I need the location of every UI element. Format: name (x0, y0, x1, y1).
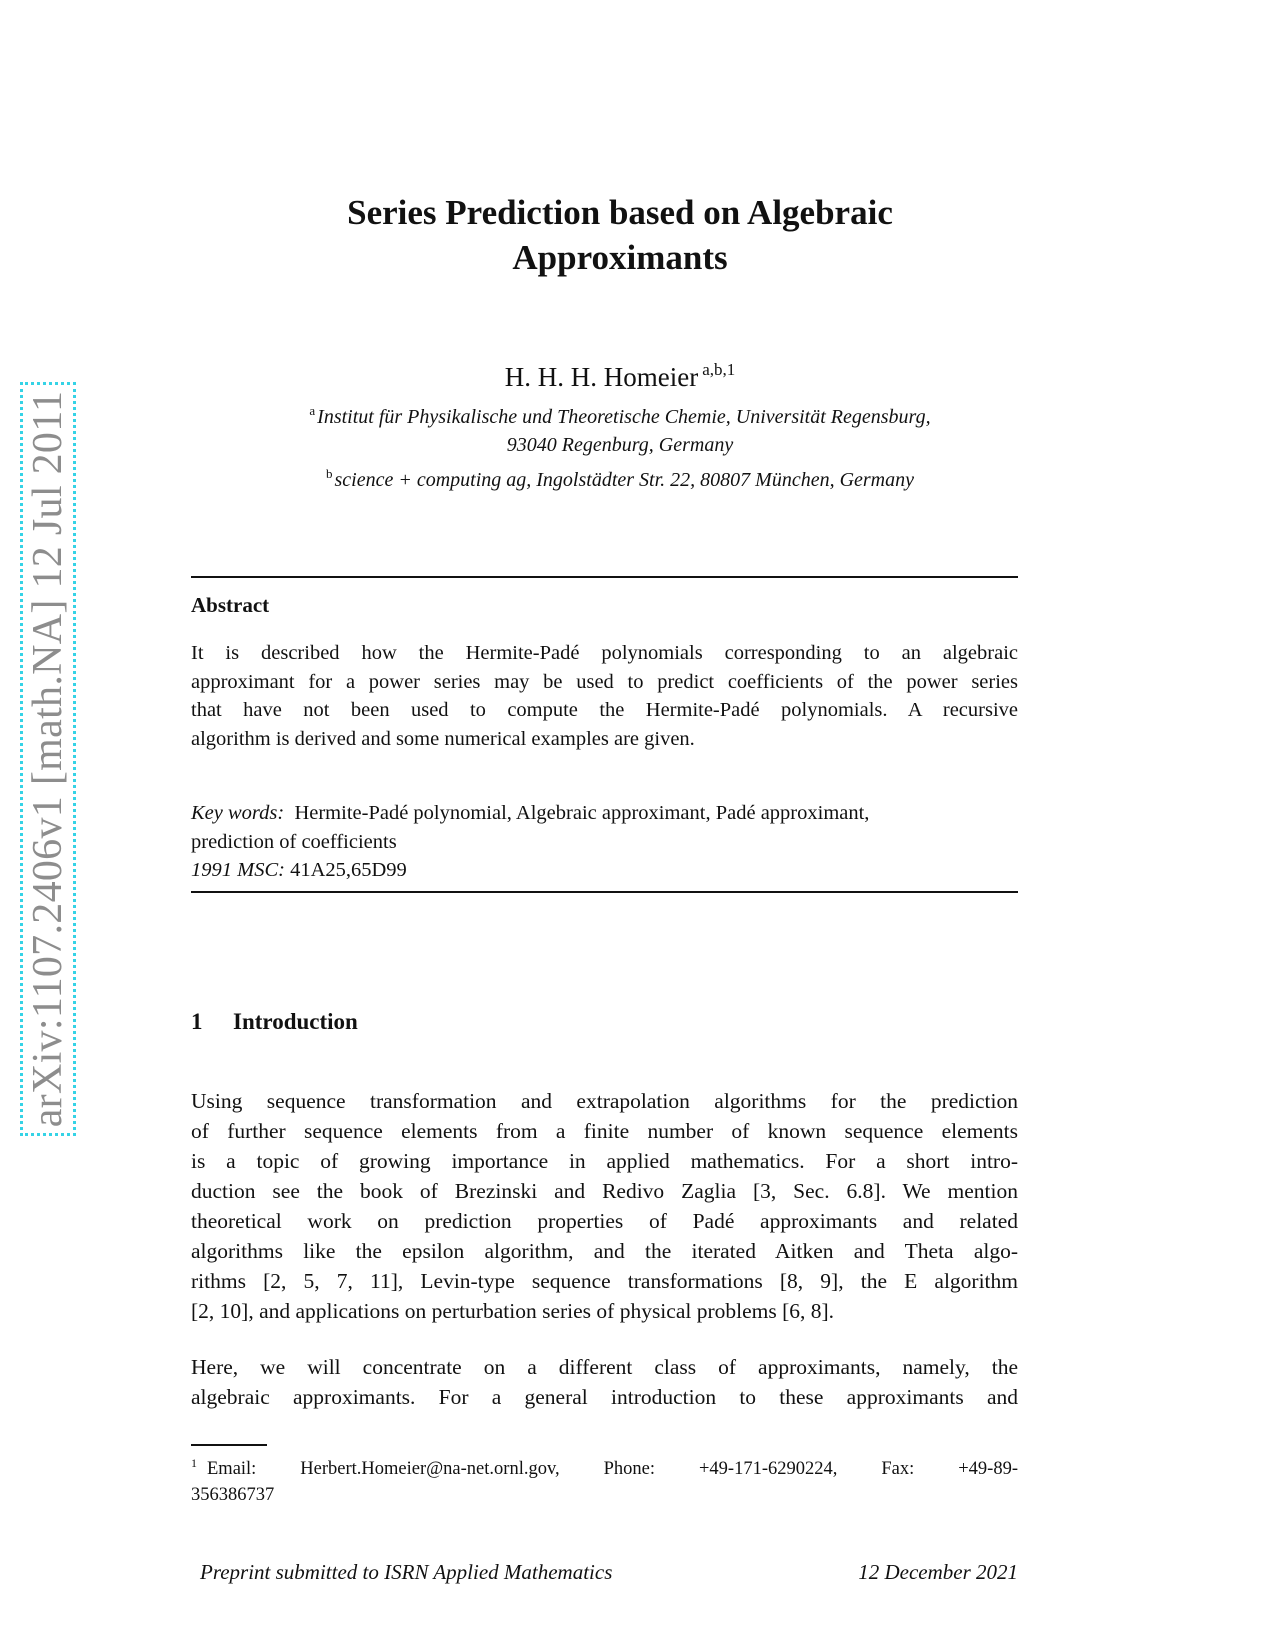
keywords-line-2: prediction of coefficients (191, 830, 397, 853)
abstract-line: It is described how the Hermite-Padé polynomials corresponding to an algebraic (191, 642, 1018, 664)
intro-paragraph-1 (191, 1086, 1018, 1326)
abstract-heading: Abstract (191, 593, 270, 617)
paragraph-line: theoretical work on prediction properties of Padé approximants and related (191, 1209, 1018, 1233)
affiliation-a-line-2: 93040 Regenburg, Germany (506, 434, 734, 456)
paragraph-line: of further sequence elements from a finite number of known sequence elements (191, 1119, 1018, 1143)
abstract-line: algorithm is derived and some numerical examples are given. (191, 727, 695, 750)
author-marks: a,b,1 (702, 360, 736, 379)
paragraph-line: [2, 10], and applications on perturbation series of physical problems [6, 8]. (191, 1299, 835, 1323)
arxiv-identifier: arXiv:1107.2406v1 [math.NA] 12 Jul 2011 (25, 390, 71, 1128)
affiliation-b-mark: b (325, 466, 333, 481)
paragraph-line: is a topic of growing importance in applied mathematics. For a short intro- (191, 1149, 1018, 1173)
paragraph-line: algorithms like the epsilon algorithm, and the iterated Aitken and Theta algo- (191, 1239, 1018, 1263)
abstract-line: approximant for a power series may be used to predict coefficients of the power series (191, 670, 1018, 693)
msc-label: 1991 MSC: (191, 859, 285, 881)
footer-date: 12 December 2021 (858, 1560, 1018, 1584)
footnote (191, 1450, 1018, 1508)
abstract-line: that have not been used to compute the Hermite-Padé polynomials. A recursive (191, 699, 1018, 721)
section-title: Introduction (233, 1009, 358, 1034)
abstract-bottom-rule (191, 891, 1018, 893)
msc-value: 41A25,65D99 (290, 859, 407, 881)
intro-paragraph-2 (191, 1352, 1018, 1412)
affiliation-a-mark: a (309, 403, 316, 418)
footnote-rule (191, 1444, 267, 1446)
footnote-line-2: 356386737 (191, 1485, 275, 1505)
paragraph-line: rithms [2, 5, 7, 11], Levin-type sequence transformations [8, 9], the E algorithm (191, 1269, 1018, 1293)
affiliation-b (190, 460, 1050, 494)
affiliation-a (190, 397, 1050, 459)
footer-journal: Preprint submitted to ISRN Applied Mathematics (200, 1560, 613, 1584)
keywords-block (191, 799, 1018, 885)
footnote-mark: 1 (191, 1456, 197, 1470)
keywords-line-1: Hermite-Padé polynomial, Algebraic approximant, Padé approximant, (294, 802, 870, 824)
abstract-top-rule (191, 576, 1018, 578)
author-name: H. H. H. Homeier (504, 362, 699, 392)
affiliation-a-line-1: Institut für Physikalische und Theoretische Chemie, Universität Regensburg, (317, 406, 931, 428)
author (190, 360, 1050, 393)
paragraph-line: Here, we will concentrate on a different class of approximants, namely, the (191, 1355, 1018, 1379)
paragraph-line: duction see the book of Brezinski and Redivo Zaglia [3, Sec. 6.8]. We mention (191, 1179, 1018, 1203)
page-footer (200, 1560, 1018, 1585)
section-number: 1 (191, 1009, 203, 1034)
paragraph-line: Using sequence transformation and extrapolation algorithms for the prediction (191, 1089, 1018, 1113)
section-heading (191, 1009, 358, 1035)
abstract-text (191, 639, 1018, 753)
affiliation-b-line-1: science + computing ag, Ingolstädter Str. 22, 80807 München, Germany (334, 469, 914, 491)
title-line-2: Approximants (512, 238, 728, 277)
keywords-label: Key words: (191, 802, 285, 824)
paper-title (190, 190, 1050, 280)
footnote-line-1: Email: Herbert.Homeier@na-net.ornl.gov, Phone: +49-171-6290224, Fax: +49-89- (207, 1459, 1018, 1479)
title-line-1: Series Prediction based on Algebraic (347, 193, 893, 232)
paragraph-line: algebraic approximants. For a general introduction to these approximants and (191, 1385, 1018, 1409)
